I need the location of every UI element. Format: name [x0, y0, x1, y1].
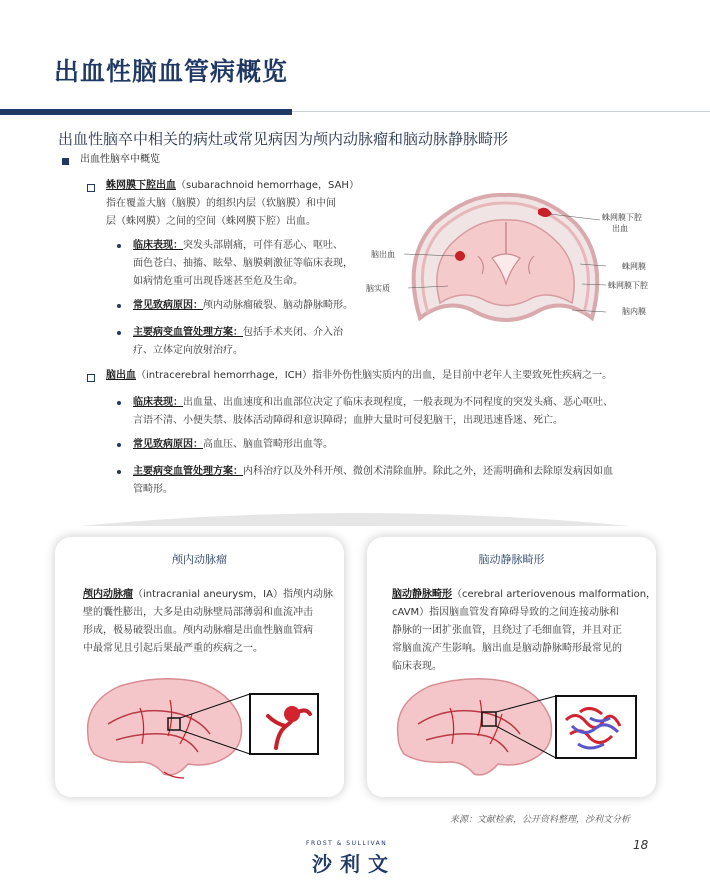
bullet-dot-icon	[117, 304, 121, 308]
logo-wordmark-top: FROST & SULLIVAN	[306, 840, 388, 847]
bullet-dot-icon	[117, 244, 121, 248]
bullet-dot-icon	[117, 470, 121, 474]
title-accent-bar	[0, 109, 292, 115]
title-divider	[292, 111, 710, 112]
sah-term: 蛛网膜下腔出血	[106, 180, 176, 191]
sah-treatment-line-1: 主要病变血管处理方案：包括手术夹闭、介入治	[133, 327, 343, 338]
label-sah-1: 蛛网膜下腔	[602, 213, 642, 222]
subtitle: 出血性脑卒中相关的病灶或常见病因为颅内动脉瘤和脑动脉静脉畸形	[58, 130, 509, 148]
bullet-dot-icon	[117, 401, 121, 405]
overview-heading: 出血性脑卒中概览	[80, 154, 160, 165]
sah-clinical-line-1: 临床表现：突发头部剧痛，可伴有恶心、呕吐、	[133, 240, 343, 251]
avm-card-title: 脑动静脉畸形	[478, 553, 545, 566]
bullet-dot-icon	[117, 331, 121, 335]
page-number: 18	[633, 838, 649, 852]
sah-clinical-line-3: 如病情危重可出现昏迷甚至危及生命。	[133, 276, 303, 287]
aneurysm-desc-line-4: 中最常见且引起后果最严重的疾病之一。	[83, 643, 263, 654]
avm-desc-line-2: cAVM）指因脑血管发育障碍导致的之间连接动脉和	[392, 607, 620, 618]
source-note: 来源：文献检索，公开资料整理，沙利文分析	[450, 815, 631, 825]
label-parenchyma: 脑实质	[366, 284, 390, 293]
square-bullet-icon	[62, 158, 69, 165]
section-separator	[80, 506, 630, 528]
intracerebral-hemorrhage-marker	[455, 251, 465, 261]
sah-intro-line-2: 指在覆盖大脑（脑膜）的组织内层（软脑膜）和中间	[106, 198, 336, 209]
avm-desc-line-4: 常脑血流产生影响。脑出血是脑动静脉畸形最常见的	[392, 643, 622, 654]
label-ich: 脑出血	[371, 250, 395, 259]
ich-treatment-line-2: 管畸形。	[133, 484, 173, 495]
sah-intro-line-1: 蛛网膜下腔出血（subarachnoid hemorrhage，SAH）	[106, 180, 359, 191]
ich-term: 脑出血	[106, 370, 136, 381]
aneurysm-desc-line-3: 形成，极易破裂出血。颅内动脉瘤是出血性脑血管病	[83, 625, 313, 636]
avm-brain-illustration	[390, 674, 645, 784]
ich-intro: 脑出血（intracerebral hemorrhage，ICH）指非外伤性脑实质内的出血，是目前中老年人主要致死性疾病之一。	[106, 370, 613, 381]
avm-desc-line-1: 脑动静脉畸形（cerebral arteriovenous malformation，	[392, 589, 657, 600]
bullet-dot-icon	[117, 443, 121, 447]
logo-wordmark-main: 沙利文	[312, 852, 396, 876]
page-title: 出血性脑血管病概览	[54, 57, 289, 86]
brain-cross-section-diagram	[360, 188, 660, 338]
hollow-square-bullet-icon	[87, 184, 95, 192]
sah-clinical-line-2: 面色苍白、抽搐、眩晕、脑膜刺激征等临床表现，	[133, 258, 353, 269]
aneurysm-desc-line-2: 壁的囊性膨出，大多是由动脉壁局部薄弱和血流冲击	[83, 607, 313, 618]
label-pia: 脑内膜	[622, 307, 646, 316]
aneurysm-desc-line-1: 颅内动脉瘤（intracranial aneurysm，IA）指颅内动脉	[83, 589, 333, 600]
hollow-square-bullet-icon	[87, 374, 95, 382]
aneurysm-brain-illustration	[80, 674, 325, 784]
sah-treatment-line-2: 疗、立体定向放射治疗。	[133, 345, 243, 356]
label-arachnoid: 蛛网膜	[622, 262, 646, 271]
sah-cause: 常见致病原因：颅内动脉瘤破裂、脑动静脉畸形。	[133, 300, 353, 311]
avm-desc-line-3: 静脉的一团扩张血管，且绕过了毛细血管，并且对正	[392, 625, 622, 636]
label-sah-2: 出血	[612, 224, 628, 233]
ich-clinical-line-1: 临床表现：出血量、出血速度和出血部位决定了临床表现程度，一般表现为不同程度的突发头痛、恶心呕吐、	[133, 397, 613, 408]
ich-treatment-line-1: 主要病变血管处理方案：内科治疗以及外科开颅、微创术清除血肿。除此之外，还需明确和去除原发病因如血	[133, 466, 613, 477]
label-subarachnoid-space: 蛛网膜下腔	[608, 281, 648, 290]
sah-intro-line-3: 层（蛛网膜）之间的空间（蛛网膜下腔）出血。	[106, 216, 316, 227]
aneurysm-card-title: 颅内动脉瘤	[172, 553, 227, 566]
ich-clinical-line-2: 言语不清、小便失禁、肢体活动障碍和意识障碍；血肿大量时可侵犯脑干，出现迅速昏迷、死亡。	[133, 415, 563, 426]
ich-cause: 常见致病原因：高血压、脑血管畸形出血等。	[133, 439, 333, 450]
avm-desc-line-5: 临床表现。	[392, 661, 442, 672]
